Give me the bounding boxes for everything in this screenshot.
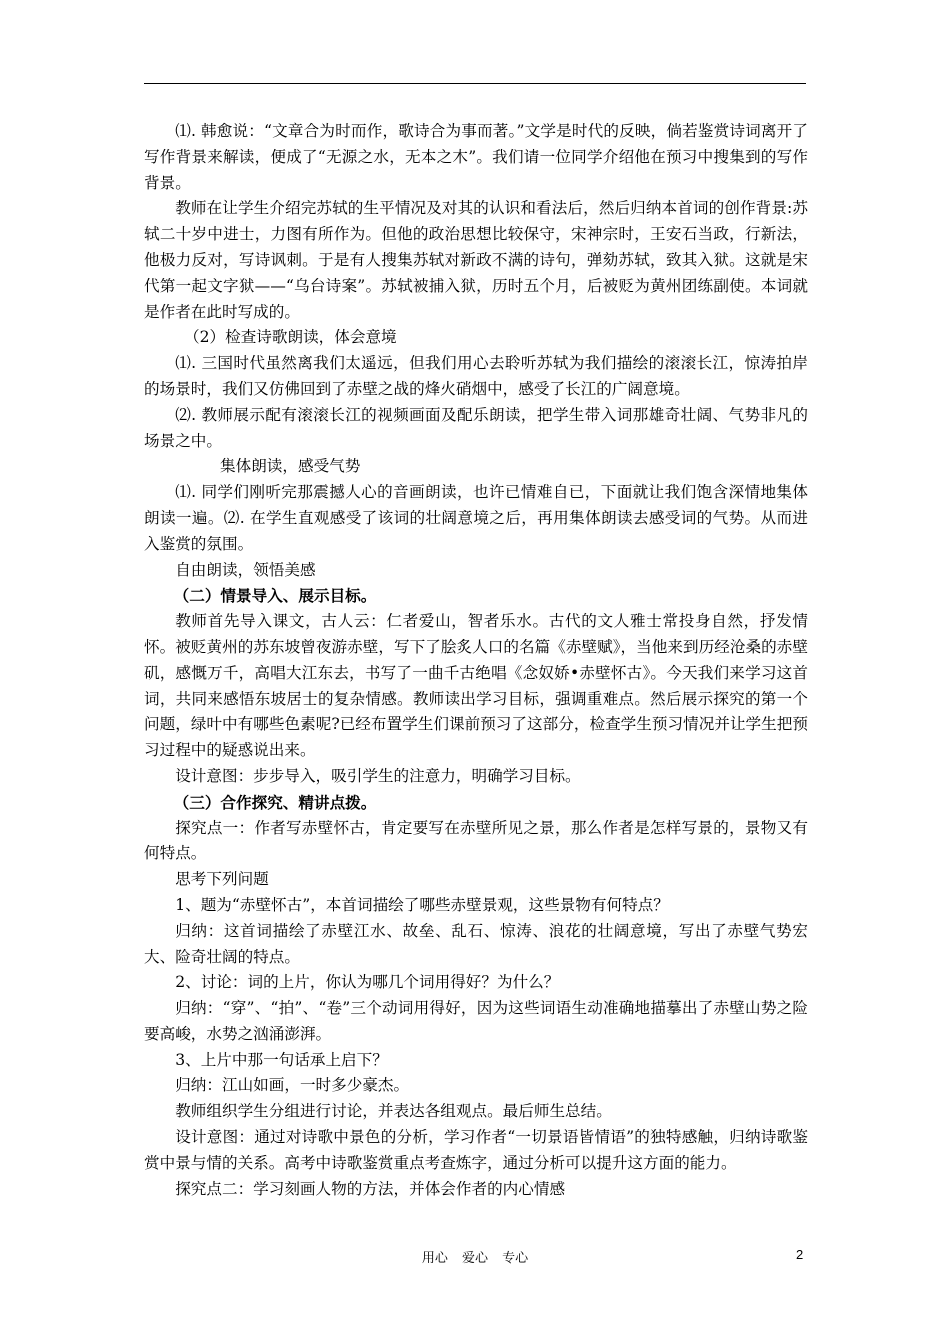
subsection-heading: 集体朗读，感受气势	[220, 457, 361, 476]
paragraph: 教师组织学生分组进行讨论，并表达各组观点。最后师生总结。	[175, 1102, 612, 1121]
paragraph: 探究点二：学习刻画人物的方法，并体会作者的内心情感	[175, 1179, 566, 1198]
footer-motto: 用心 爱心 专心	[421, 1251, 529, 1266]
question: 1、题为“赤壁怀古”，本首词描绘了哪些赤壁景观，这些景物有何特点？	[175, 895, 669, 914]
answer: 归纳：这首词描绘了赤壁江水、故垒、乱石、惊涛、浪花的壮阔意境，写出了赤壁气势宏大、险奇壮阔的特点。	[144, 921, 808, 966]
document-body	[144, 119, 808, 1202]
paragraph: 教师在让学生介绍完苏轼的生平情况及对其的认识和看法后，然后归纳本首词的创作背景:苏轼二十岁中进士，力图有所作为。但他的政治思想比较保守，宋神宗时，王安石当政，行新法，他极力反对，写诗讽刺。于是有人搜集苏轼对新政不满的诗句，弹劾苏轼，致其入狱。这就是宋代第一起文字狱——“乌台诗案”。苏轼被捕入狱，历时五个月，后被贬为黄州团练副使。本词就是作者在此时写成的。	[144, 199, 808, 321]
question: 3、上片中那一句话承上启下？	[175, 1050, 388, 1069]
paragraph: 教师首先导入课文，古人云：仁者爱山，智者乐水。古代的文人雅士常投身自然，抒发情怀。被贬黄州的苏东坡曾夜游赤壁，写下了脍炙人口的名篇《赤壁赋》，当他来到历经沧桑的赤壁矶，感慨万千，高唱大江东去，书写了一曲千古绝唱《念奴娇•赤壁怀古》。今天我们来学习这首词，共同来感悟东坡居士的复杂情感。教师读出学习目标，强调重难点。然后展示探究的第一个问题，绿叶中有哪些色素呢?已经布置学生们课前预习了这部分，检查学生预习情况并让学生把预习过程中的疑惑说出来。	[144, 612, 808, 760]
paragraph: ⑴. 韩愈说：“文章合为时而作，歌诗合为事而著。”文学是时代的反映，倘若鉴赏诗词离开了写作背景来解读，便成了“无源之水，无本之木”。我们请一位同学介绍他在预习中搜集到的写作背景。	[144, 122, 808, 192]
answer: 归纳：“穿”、“拍”、“卷”三个动词用得好，因为这些词语生动准确地描摹出了赤壁山势之险要高峻，水势之汹涌澎湃。	[144, 999, 808, 1043]
answer: 归纳：江山如画，一时多少豪杰。	[175, 1076, 410, 1095]
page-number: 2	[796, 1247, 804, 1262]
section-heading: （三）合作探究、精讲点拨。	[173, 792, 377, 812]
paragraph: 探究点一：作者写赤壁怀古，肯定要写在赤壁所见之景，那么作者是怎样写景的，景物又有何特点。	[144, 818, 808, 863]
header-rule	[144, 83, 806, 84]
paragraph: 设计意图：步步导入，吸引学生的注意力，明确学习目标。	[175, 766, 581, 785]
subsection-heading: （2）检查诗歌朗读，体会意境	[184, 328, 397, 347]
paragraph: ⑴. 三国时代虽然离我们太遥远，但我们用心去聆听苏轼为我们描绘的滚滚长江，惊涛拍岸的场景时，我们又仿佛回到了赤壁之战的烽火硝烟中，感受了长江的广阔意境。	[144, 354, 808, 398]
paragraph: ⑴. 同学们刚听完那震撼人心的音画朗读，也许已情难自已，下面就让我们饱含深情地集体朗读一遍。⑵. 在学生直观感受了该词的壮阔意境之后，再用集体朗读去感受词的气势。从而进入鉴赏的氛围。	[144, 483, 808, 553]
subsection-heading: 自由朗读，领悟美感	[175, 560, 316, 579]
paragraph: ⑵. 教师展示配有滚滚长江的视频画面及配乐朗读，把学生带入词那雄奇壮阔、气势非凡的场景之中。	[144, 405, 808, 450]
paragraph: 设计意图：通过对诗歌中景色的分析，学习作者“一切景语皆情语”的独特感触，归纳诗歌鉴赏中景与情的关系。高考中诗歌鉴赏重点考查炼字，通过分析可以提升这方面的能力。	[144, 1128, 808, 1172]
section-heading: （二）情景导入、展示目标。	[173, 586, 377, 606]
paragraph: 思考下列问题	[175, 870, 269, 889]
question: 2、讨论：词的上片，你认为哪几个词用得好？为什么？	[175, 973, 560, 992]
